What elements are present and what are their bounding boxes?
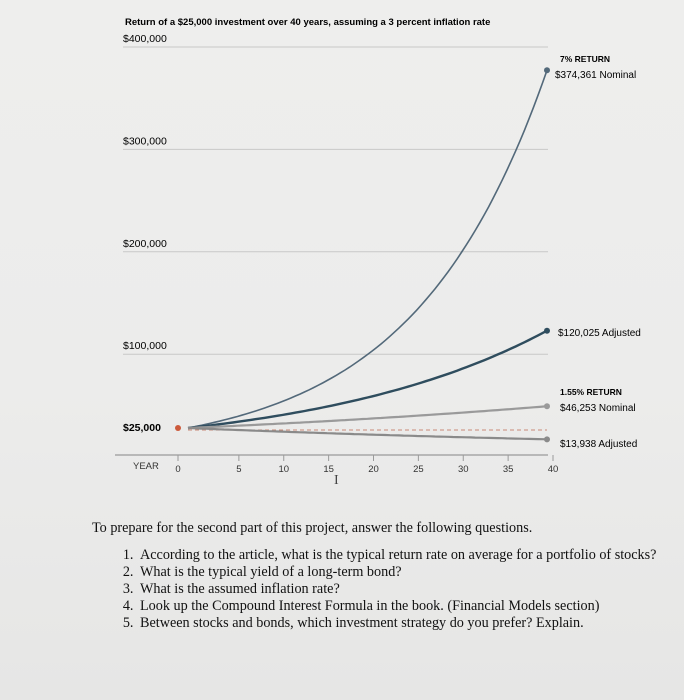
questions-block: [92, 520, 677, 632]
series-line-adjusted_7: [188, 331, 547, 428]
questions-list: [92, 547, 677, 632]
y-tick-labels: [123, 33, 167, 352]
annotation-nominal-7: $374,361 Nominal: [555, 70, 637, 81]
end-markers: [544, 67, 550, 442]
x-tick-label: 20: [368, 464, 379, 475]
annotation-7-return: 7% RETURN: [560, 54, 611, 64]
series-line-nominal_7: [188, 70, 547, 428]
x-tick-label: 0: [175, 464, 181, 475]
question-item: 4. Look up the Compound Interest Formula in the book. (Financial Models section): [137, 598, 677, 615]
end-marker-adjusted_7: [544, 328, 550, 334]
y-tick-label: $400,000: [123, 33, 167, 45]
questions-intro: To prepare for the second part of this project, answer the following questions.: [92, 520, 533, 536]
series-lines: [188, 70, 547, 439]
text-cursor-icon: I: [334, 473, 339, 488]
y-tick-label: $200,000: [123, 237, 167, 250]
x-tick-label: 10: [278, 464, 290, 475]
end-marker-adjusted_155: [544, 436, 550, 442]
series-line-nominal_155: [188, 406, 547, 428]
x-tick-label: 35: [502, 464, 514, 475]
y-tick-label: $100,000: [123, 340, 167, 353]
x-tick-label: 30: [457, 464, 469, 475]
chart-title: Return of a $25,000 investment over 40 years, assuming a 3 percent inflation rate: [125, 17, 491, 28]
question-item: 3. What is the assumed inflation rate?: [137, 581, 677, 598]
question-item: 5. Between stocks and bonds, which investment strategy do you prefer? Explain.: [137, 615, 677, 632]
end-marker-nominal_7: [544, 67, 550, 73]
y-tick-label: $300,000: [123, 135, 167, 148]
x-tick-label: 25: [413, 464, 424, 475]
series-line-adjusted_155: [188, 428, 547, 439]
annotation-155-return: 1.55% RETURN: [560, 387, 622, 397]
y-gridlines: [123, 47, 548, 354]
annotation-nominal-155: $46,253 Nominal: [560, 403, 636, 414]
question-item: 1. According to the article, what is the typical return rate on average for a portfolio of stocks?: [137, 547, 677, 564]
annotation-adjusted-155: $13,938 Adjusted: [560, 439, 638, 450]
x-axis-label: YEAR: [133, 461, 159, 472]
x-tick-label: 5: [236, 464, 242, 475]
end-marker-nominal_155: [544, 403, 550, 409]
baseline-label: $25,000: [123, 422, 161, 434]
x-ticks: [175, 455, 558, 475]
x-tick-label: 40: [547, 464, 559, 475]
question-item: 2. What is the typical yield of a long-term bond?: [137, 564, 677, 581]
annotation-adjusted-7: $120,025 Adjusted: [558, 328, 641, 339]
x-tick-label: 15: [323, 464, 334, 475]
start-point-25000: [175, 425, 181, 431]
